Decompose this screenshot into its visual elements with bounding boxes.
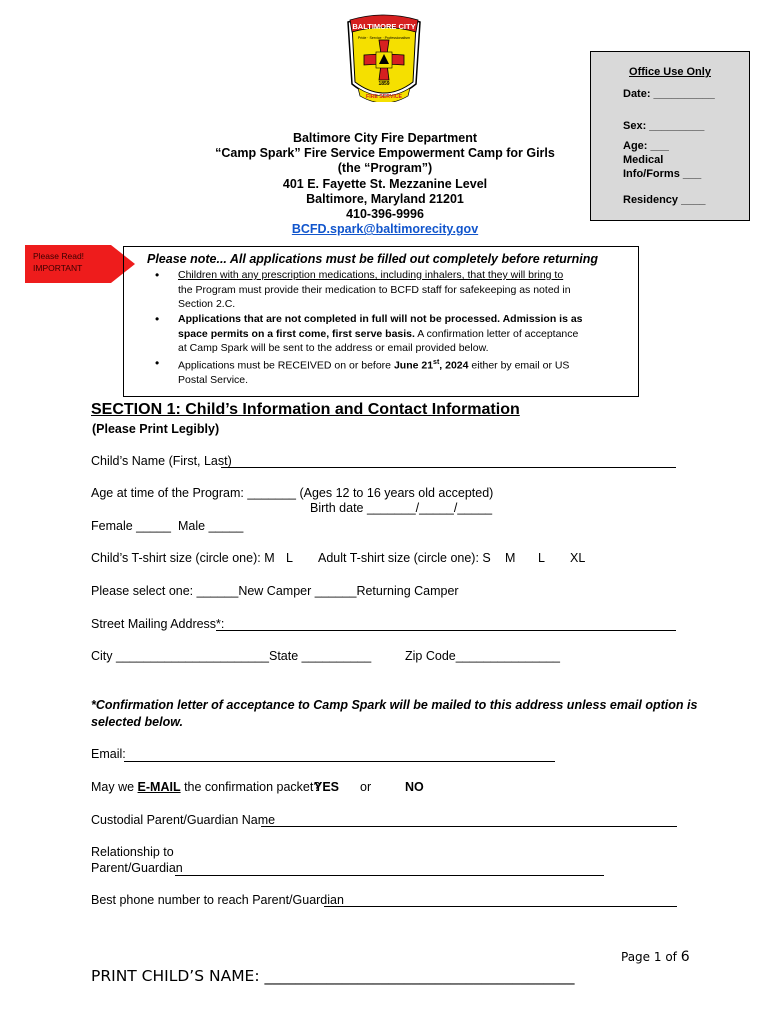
confirmation-note-line-2: selected below.: [91, 715, 183, 729]
city-field[interactable]: City ______________________: [91, 649, 269, 663]
b3-date: June 21: [393, 359, 434, 372]
b3-sup: st: [433, 359, 440, 366]
note-title: Please note... All applications must be filled out completely before returning: [147, 252, 599, 266]
note-bullet-incomplete: [178, 312, 583, 356]
best-phone-label: Best phone number to reach Parent/Guardian: [91, 893, 344, 907]
child-tshirt-l[interactable]: L: [286, 551, 293, 565]
b3-line2: Postal Service.: [178, 374, 249, 386]
note-bullet-deadline: [178, 356, 583, 388]
b3-year: , 2024: [439, 359, 469, 372]
bullet-2: •: [155, 312, 160, 326]
relationship-label-1: Relationship to: [91, 845, 174, 859]
child-name-field[interactable]: [221, 467, 676, 468]
callout-line-1: Please Read!: [33, 251, 85, 261]
department-header: [200, 131, 570, 237]
page-number: 1: [653, 950, 662, 964]
email-field[interactable]: [124, 761, 555, 762]
office-residency: Residency ____: [623, 194, 706, 206]
b3-line1a: Applications must be RECEIVED on or before: [178, 359, 394, 372]
b2-line2b: A confirmation letter of acceptance: [414, 327, 579, 340]
adult-tshirt-label[interactable]: Adult T-shirt size (circle one): S: [318, 551, 491, 565]
street-address-field[interactable]: [216, 630, 676, 631]
note-bullet-prescriptions: [178, 268, 583, 312]
street-address-label: Street Mailing Address*:: [91, 617, 225, 631]
relationship-field[interactable]: [175, 875, 604, 876]
bullet-1: •: [155, 268, 160, 282]
custodial-parent-field[interactable]: [261, 826, 677, 827]
office-sex: Sex: _________: [623, 120, 705, 132]
email-yes-option[interactable]: YES: [314, 780, 340, 794]
office-use-box: [590, 51, 750, 221]
page-label: Page: [621, 950, 654, 964]
b2-line2a: space permits on a first come, first serve basis.: [178, 327, 415, 340]
page-of: of: [661, 950, 681, 964]
b2-line1: Applications that are not completed in full will not be processed. Admission is as: [178, 313, 583, 325]
b1-line3: Section 2.C.: [178, 298, 236, 310]
relationship-label-2: Parent/Guardian: [91, 861, 183, 875]
office-medical: Medical: [623, 154, 664, 166]
child-name-label: Child’s Name (First, Last): [91, 454, 232, 468]
best-phone-field[interactable]: [324, 906, 677, 907]
b1-line2: the Program must provide their medication to BCFD staff for safekeeping as noted in: [178, 283, 571, 296]
confirmation-note-line-1: *Confirmation letter of acceptance to Camp Spark will be mailed to this address unless email option is: [91, 698, 698, 712]
print-child-name-field[interactable]: PRINT CHILD’S NAME: ________________________________________: [91, 967, 575, 985]
or-text: or: [360, 780, 372, 794]
male-field[interactable]: Male _____: [178, 519, 244, 533]
header-line-1: Baltimore City Fire Department: [292, 131, 478, 145]
logo-year: 1859: [378, 81, 390, 87]
office-date: Date: __________: [623, 88, 715, 100]
logo-top-text: BALTIMORE CITY: [352, 22, 416, 31]
callout-line-2: IMPORTANT: [33, 263, 83, 273]
packet-text: the confirmation packet?: [180, 780, 321, 794]
header-line-5: Baltimore, Maryland 21201: [306, 191, 464, 206]
fire-department-logo: [344, 14, 424, 102]
child-tshirt-label[interactable]: Child’s T-shirt size (circle one): M: [91, 551, 275, 565]
header-email-link[interactable]: BCFD.spark@baltimorecity.gov: [291, 222, 479, 237]
camper-type-field[interactable]: Please select one: ______New Camper ______Returning Camper: [91, 584, 459, 598]
birth-date-field[interactable]: Birth date _______/_____/_____: [310, 501, 493, 515]
age-field[interactable]: Age at time of the Program: _______ (Ages 12 to 16 years old accepted): [91, 486, 494, 500]
email-word: E-MAIL: [137, 780, 181, 794]
female-field[interactable]: Female _____: [91, 519, 171, 533]
custodial-parent-label: Custodial Parent/Guardian Name: [91, 813, 276, 827]
email-no-option[interactable]: NO: [405, 780, 424, 794]
header-line-3: (the “Program”): [337, 161, 433, 176]
header-line-2: “Camp Spark” Fire Service Empowerment Camp for Girls: [215, 146, 555, 161]
section-1-title: SECTION 1: Child’s Information and Contact Information: [91, 401, 520, 418]
page-indicator: [621, 949, 690, 965]
section-1-subtitle: (Please Print Legibly): [92, 422, 220, 436]
adult-tshirt-m[interactable]: M: [505, 551, 516, 565]
office-age: Age: ___: [623, 140, 669, 152]
zip-code-field[interactable]: Zip Code_______________: [405, 649, 560, 663]
adult-tshirt-l[interactable]: L: [538, 551, 545, 565]
may-we-text: May we: [91, 780, 138, 794]
office-use-title: Office Use Only: [629, 66, 711, 78]
adult-tshirt-xl[interactable]: XL: [570, 551, 586, 565]
bullet-3: •: [155, 356, 160, 370]
email-label: Email:: [91, 747, 126, 761]
logo-bottom-text: FIRE SERVICE: [366, 94, 402, 100]
b3-line1d: either by email or US: [468, 359, 570, 372]
b1-line1: Children with any prescription medications, including inhalers, that they will bring to: [178, 269, 564, 281]
state-field[interactable]: State __________: [269, 649, 372, 663]
b2-line3: at Camp Spark will be sent to the address or email provided below.: [178, 342, 489, 354]
office-medical-forms: Info/Forms ___: [623, 168, 702, 180]
header-phone: 410-396-9996: [346, 207, 424, 222]
important-callout: [33, 250, 84, 274]
header-line-4: 401 E. Fayette St. Mezzanine Level: [282, 176, 488, 191]
logo-motto: Pride · Service · Professionalism: [357, 36, 411, 40]
page-total: 6: [680, 949, 690, 965]
email-permission-question: [91, 780, 320, 794]
